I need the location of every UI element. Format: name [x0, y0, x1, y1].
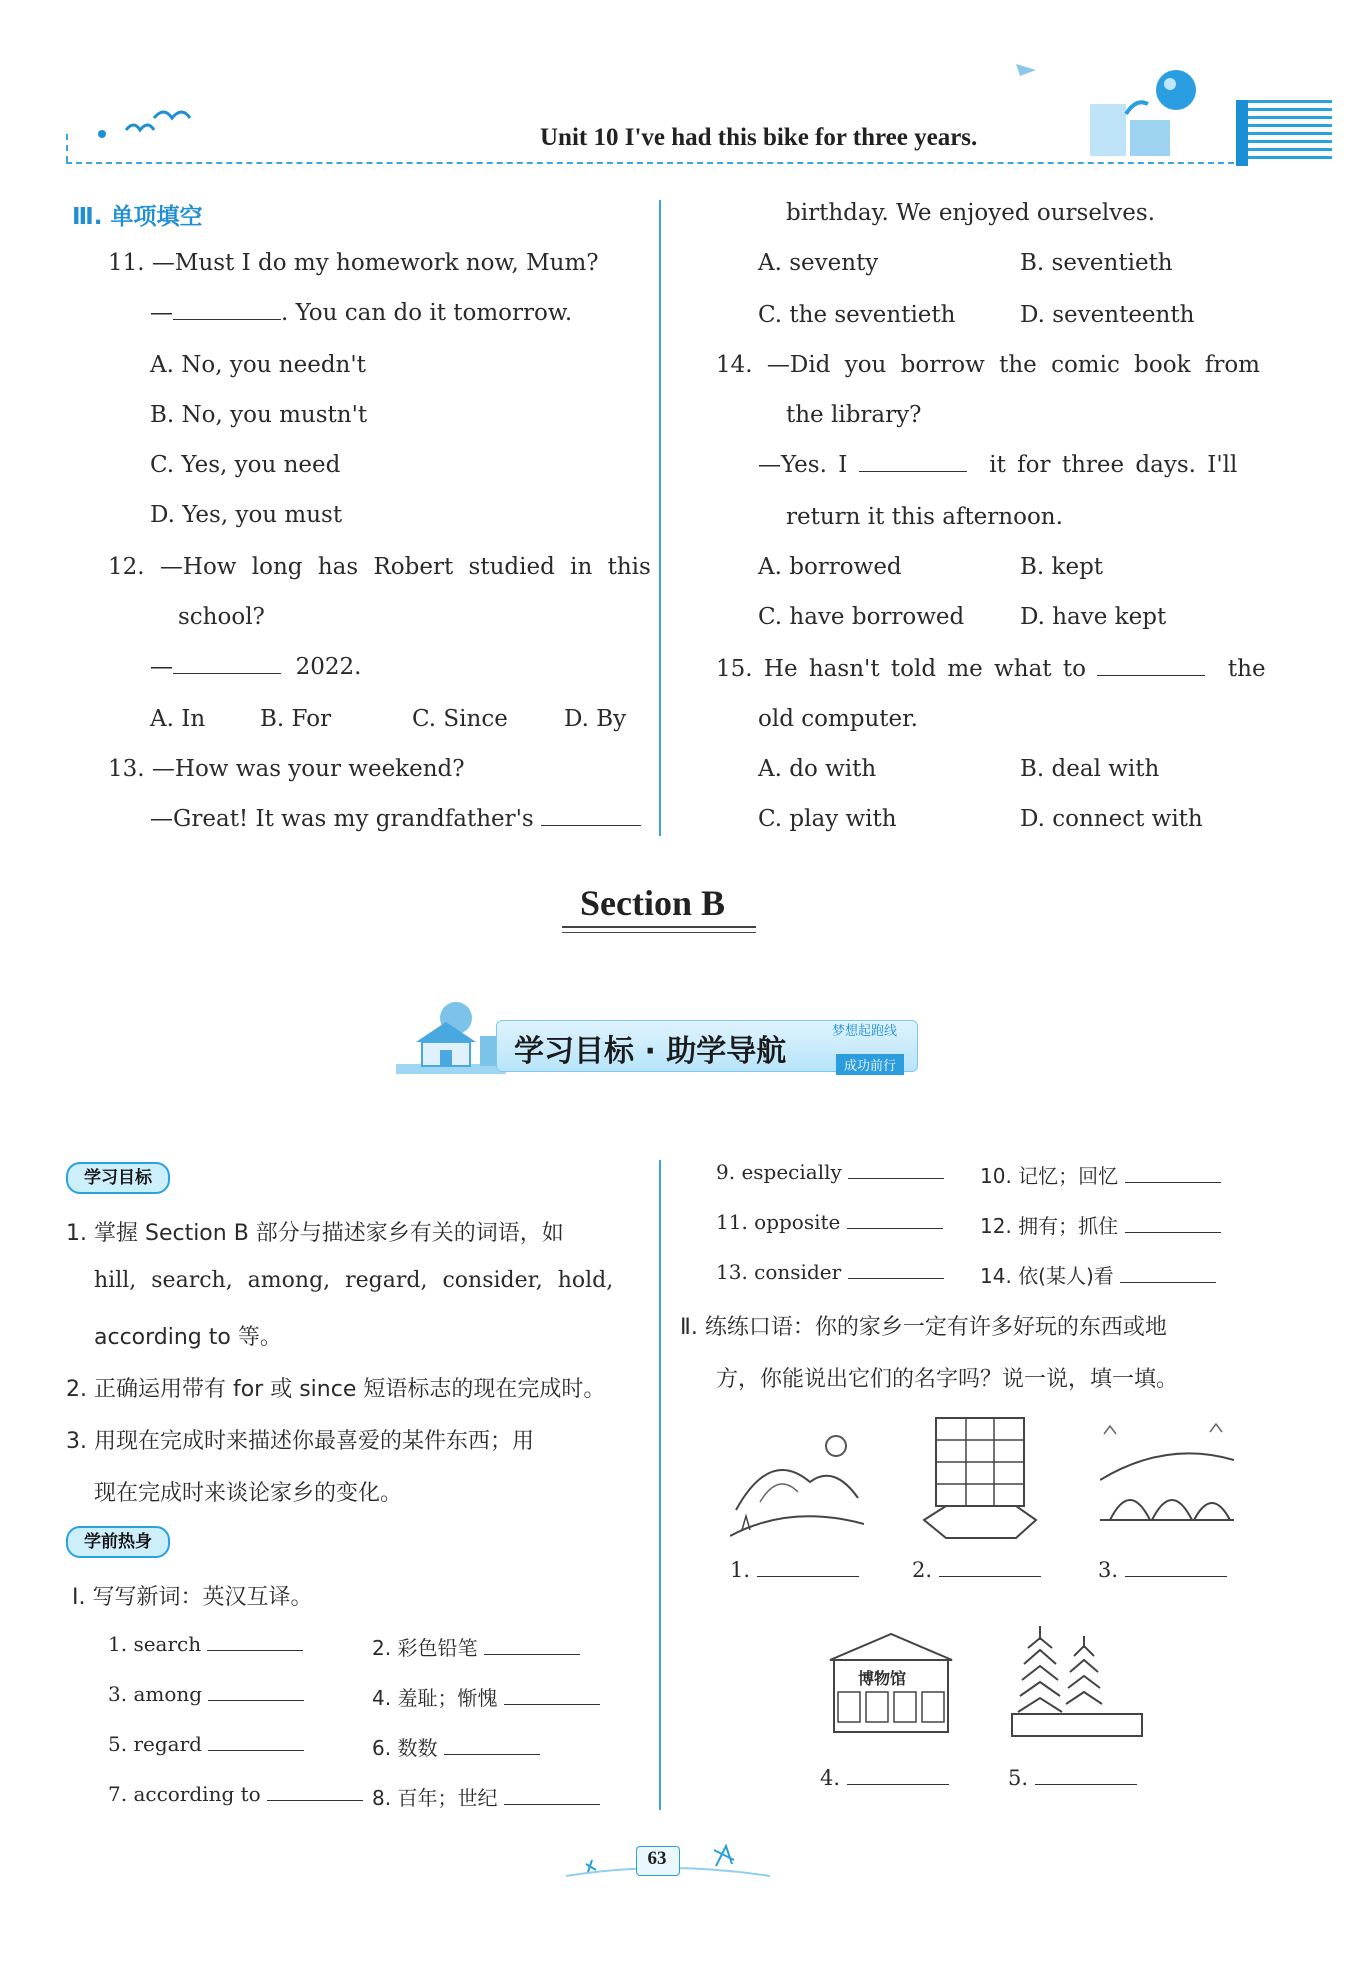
q12-option-b: B. For: [260, 706, 332, 732]
word-9-blank[interactable]: [848, 1177, 944, 1179]
word-14: 14. 依(某人)看: [980, 1260, 1216, 1289]
q13-option-a: A. seventy: [758, 250, 879, 276]
q13-option-d: D. seventeenth: [1020, 302, 1195, 328]
word-11-blank[interactable]: [847, 1227, 943, 1229]
header-decoration-icon: [1006, 54, 1236, 164]
q13-option-b: B. seventieth: [1020, 250, 1173, 276]
banner-tag: 成功前行: [836, 1054, 904, 1075]
q12-option-c: C. Since: [412, 706, 508, 732]
goal-1-line-2: hill, search, among, regard, consider, hold,: [94, 1268, 614, 1293]
goal-1-line-3: according to 等。: [94, 1325, 282, 1350]
bridge-picture: [1100, 1420, 1234, 1540]
pic-3-answer: 3.: [1098, 1558, 1227, 1582]
q11-question: 11. —Must I do my homework now, Mum?: [108, 250, 599, 276]
q15-blank[interactable]: [1097, 674, 1205, 676]
hill-picture: [730, 1432, 864, 1544]
warmup-part2-line-2: 方，你能说出它们的名字吗？说一说，填一填。: [716, 1367, 1179, 1392]
q14-option-c: C. have borrowed: [758, 604, 965, 630]
pic-4-blank[interactable]: [847, 1783, 949, 1785]
warmup-part1-title: Ⅰ. 写写新词：英汉互译。: [72, 1585, 313, 1610]
q15-option-d: D. connect with: [1020, 806, 1203, 832]
seagulls-icon: [96, 104, 196, 148]
warmup-part2-line-1: Ⅱ. 练练口语：你的家乡一定有许多好玩的东西或地: [680, 1315, 1167, 1340]
word-1-blank[interactable]: [207, 1649, 303, 1651]
towers-picture: [1010, 1622, 1144, 1740]
pic-1-answer: 1.: [730, 1558, 859, 1582]
q14-question: 14. —Did you borrow the comic book from: [716, 352, 1260, 378]
q11-option-a: A. No, you needn't: [150, 352, 366, 378]
word-1: 1. search: [108, 1632, 303, 1656]
header-stripes: [1236, 100, 1332, 168]
q15-question-cont: old computer.: [758, 706, 918, 732]
section-b-title: Section B: [580, 883, 726, 923]
header-title: Unit 10 I've had this bike for three years.: [540, 124, 978, 151]
pic-4-answer: 4.: [820, 1766, 949, 1790]
goal-1-line-1: 1. 掌握 Section B 部分与描述家乡有关的词语，如: [66, 1221, 564, 1246]
q11-option-d: D. Yes, you must: [150, 502, 343, 528]
page-number: 63: [647, 1848, 667, 1869]
goals-label: 学习目标: [66, 1162, 170, 1194]
section-b-underline: [562, 926, 756, 928]
q15-question: 15. He hasn't told me what to the: [716, 656, 1266, 682]
banner-subtitle: 梦想起跑线: [832, 1024, 898, 1039]
pic-3-blank[interactable]: [1125, 1575, 1227, 1577]
q14-answer-line: —Yes. I it for three days. I'll: [758, 452, 1238, 478]
word-5-blank[interactable]: [208, 1749, 304, 1751]
word-11: 11. opposite: [716, 1210, 943, 1234]
banner-title: 学习目标 · 助学导航: [514, 1034, 787, 1069]
q15-option-c: C. play with: [758, 806, 897, 832]
goal-3-line-2: 现在完成时来谈论家乡的变化。: [94, 1481, 403, 1506]
word-8-blank[interactable]: [504, 1803, 600, 1805]
q11-answer-line: — . You can do it tomorrow.: [150, 300, 573, 326]
word-2-blank[interactable]: [484, 1653, 580, 1655]
museum-sign: 博物馆: [858, 1669, 907, 1688]
q14-question-cont: the library?: [786, 402, 922, 428]
pic-5-blank[interactable]: [1035, 1783, 1137, 1785]
word-13: 13. consider: [716, 1260, 944, 1284]
word-2: 2. 彩色铅笔: [372, 1632, 580, 1661]
pic-5-answer: 5.: [1008, 1766, 1137, 1790]
q12-answer-line: — 2022.: [150, 654, 362, 680]
word-5: 5. regard: [108, 1732, 304, 1756]
q13-option-c: C. the seventieth: [758, 302, 956, 328]
q13-answer-line: —Great! It was my grandfather's: [150, 806, 641, 832]
word-6: 6. 数数: [372, 1732, 540, 1761]
q13-answer-cont: birthday. We enjoyed ourselves.: [786, 200, 1155, 226]
word-14-blank[interactable]: [1120, 1281, 1216, 1283]
section-b-underline-thin: [562, 932, 756, 933]
library-picture: [922, 1414, 1038, 1546]
q14-option-b: B. kept: [1020, 554, 1104, 580]
part3-title: Ⅲ. 单项填空: [72, 204, 203, 230]
q11-blank[interactable]: [173, 318, 281, 320]
q15-option-b: B. deal with: [1020, 756, 1160, 782]
q11-option-b: B. No, you mustn't: [150, 402, 368, 428]
word-7: 7. according to: [108, 1782, 363, 1806]
goal-3-line-1: 3. 用现在完成时来描述你最喜爱的某件东西；用: [66, 1429, 534, 1454]
warmup-label: 学前热身: [66, 1526, 170, 1558]
q12-question-cont: school?: [178, 604, 265, 630]
word-4-blank[interactable]: [504, 1703, 600, 1705]
column-divider-bottom: [659, 1160, 661, 1810]
q13-blank[interactable]: [541, 824, 641, 826]
header-blue-block: [1236, 100, 1248, 166]
pic-1-blank[interactable]: [757, 1575, 859, 1577]
q14-option-d: D. have kept: [1020, 604, 1167, 630]
q13-question: 13. —How was your weekend?: [108, 756, 465, 782]
word-3-blank[interactable]: [208, 1699, 304, 1701]
house-icon: [396, 1002, 506, 1078]
word-3: 3. among: [108, 1682, 304, 1706]
word-13-blank[interactable]: [848, 1277, 944, 1279]
q14-blank[interactable]: [859, 470, 967, 472]
word-10-blank[interactable]: [1125, 1181, 1221, 1183]
q14-option-a: A. borrowed: [758, 554, 902, 580]
header-dashed-corner: [66, 134, 68, 162]
pic-2-answer: 2.: [912, 1558, 1041, 1582]
word-9: 9. especially: [716, 1160, 944, 1184]
word-7-blank[interactable]: [267, 1799, 363, 1801]
pic-2-blank[interactable]: [939, 1575, 1041, 1577]
section-banner: [396, 1002, 921, 1078]
word-4: 4. 羞耻；惭愧: [372, 1682, 600, 1711]
q15-option-a: A. do with: [758, 756, 877, 782]
word-8: 8. 百年；世纪: [372, 1782, 600, 1811]
q12-question: 12. —How long has Robert studied in this: [108, 554, 651, 580]
word-10: 10. 记忆；回忆: [980, 1160, 1221, 1189]
word-6-blank[interactable]: [444, 1753, 540, 1755]
q12-blank[interactable]: [173, 672, 281, 674]
q12-option-d: D. By: [564, 706, 627, 732]
q14-answer-cont: return it this afternoon.: [786, 504, 1063, 530]
word-12-blank[interactable]: [1125, 1231, 1221, 1233]
word-12: 12. 拥有；抓住: [980, 1210, 1221, 1239]
q12-option-a: A. In: [150, 706, 206, 732]
column-divider-top: [659, 200, 661, 836]
q11-option-c: C. Yes, you need: [150, 452, 341, 478]
goal-2: 2. 正确运用带有 for 或 since 短语标志的现在完成时。: [66, 1377, 606, 1402]
